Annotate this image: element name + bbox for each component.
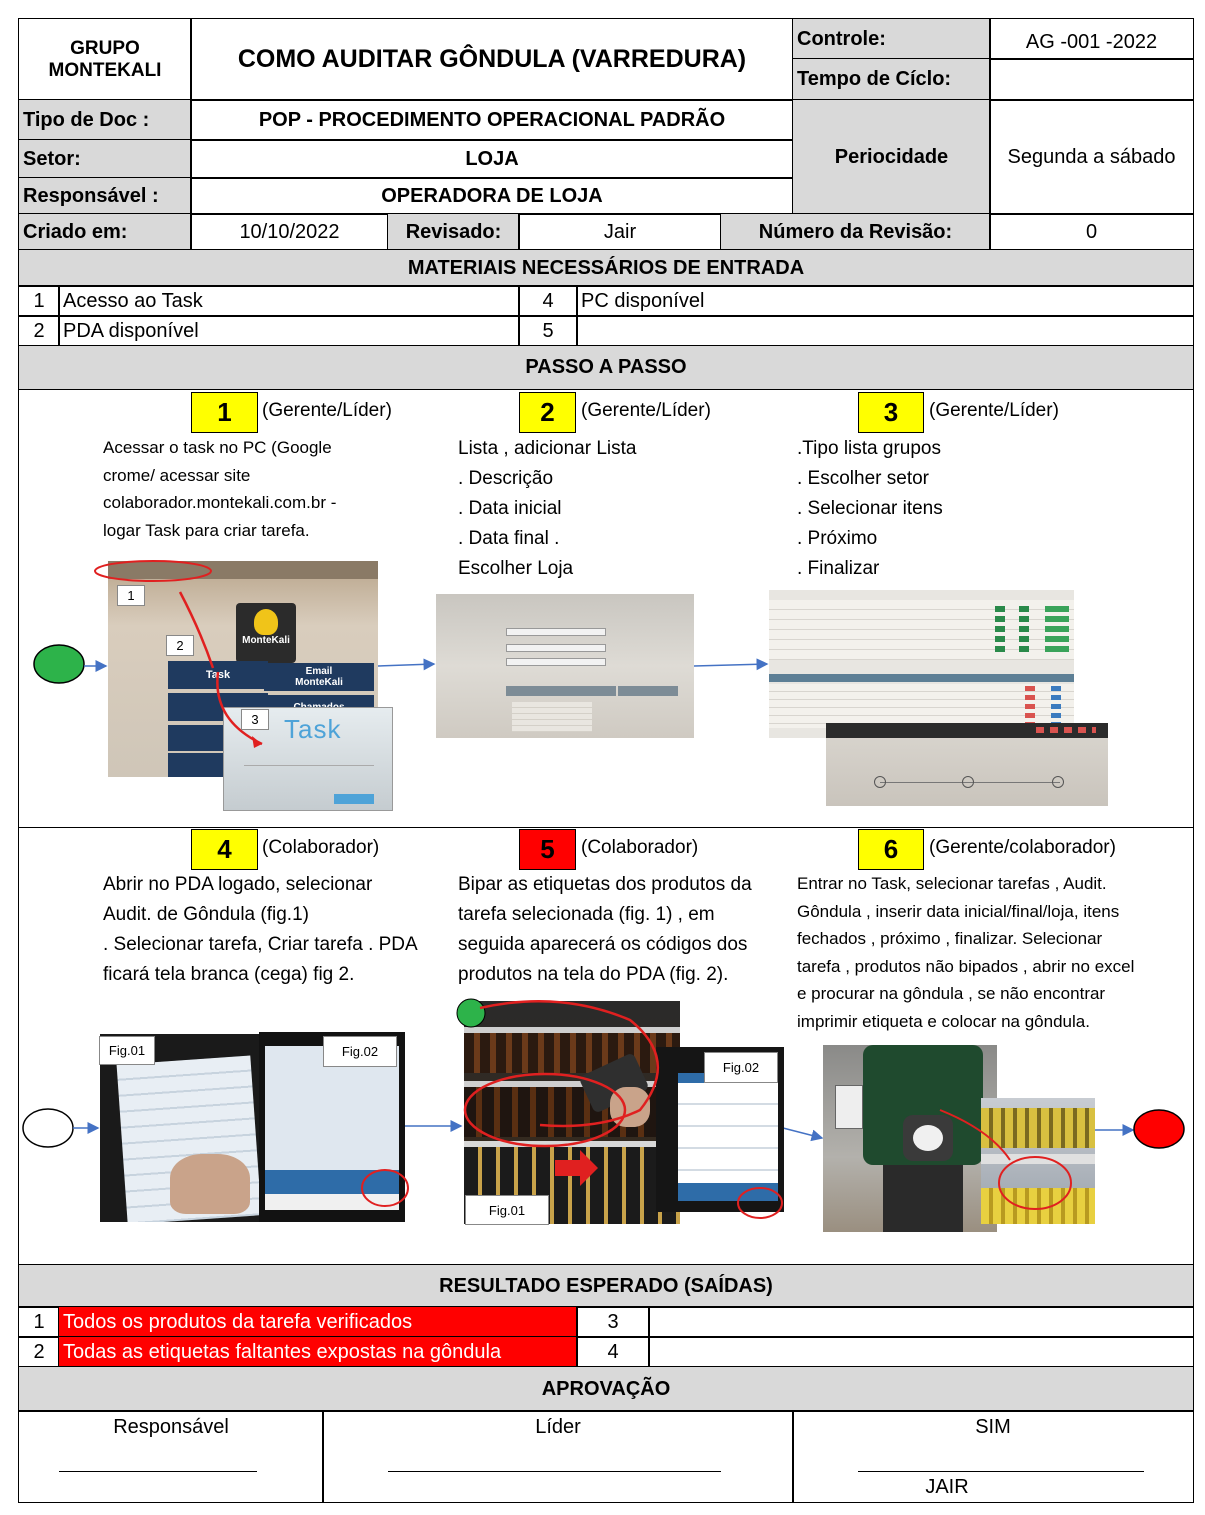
step-line: logar Task para criar tarefa.: [103, 520, 310, 540]
aprovacao-title: APROVAÇÃO: [18, 1366, 1194, 1412]
resultado-title: RESULTADO ESPERADO (SAÍDAS): [18, 1264, 1194, 1308]
figure-label: Fig.01: [465, 1195, 549, 1225]
step-line: Acessar o task no PC (Google: [103, 438, 332, 457]
materiais-item: PC disponível: [576, 285, 1194, 317]
criado-label: Criado em:: [18, 213, 192, 251]
resultado-item: [648, 1306, 1194, 1338]
materiais-item: Acesso ao Task: [58, 285, 520, 317]
company-line2: MONTEKALI: [48, 59, 162, 81]
step-line: tarefa selecionada (fig. 1) , em: [458, 904, 715, 925]
step-line: imprimir etiqueta e colocar na gôndula.: [797, 1011, 1090, 1031]
step-line: seguida aparecerá os códigos dos: [458, 934, 748, 955]
step-line: . Finalizar: [797, 558, 880, 579]
resultado-num: 1: [18, 1306, 60, 1338]
step-role: (Gerente/Líder): [262, 400, 392, 421]
step-line: Gôndula , inserir data inicial/final/loja, itens: [797, 901, 1120, 921]
revisado-value: Jair: [518, 213, 722, 251]
company-line1: GRUPO: [70, 37, 140, 59]
signature-line: [858, 1471, 1144, 1472]
materiais-num: 1: [18, 285, 60, 317]
logo-text: MonteKali: [242, 635, 290, 646]
controle-label: Controle:: [792, 18, 991, 60]
step-line: colaborador.montekali.com.br -: [103, 493, 337, 512]
resultado-item: Todas as etiquetas faltantes expostas na gôndula: [58, 1336, 578, 1368]
step-number: 1: [191, 392, 258, 433]
figure-label: Fig.02: [704, 1052, 778, 1083]
step-line: . Escolher setor: [797, 468, 929, 489]
criado-value: 10/10/2022: [190, 213, 389, 251]
annotation-label: 1: [117, 585, 145, 606]
materiais-num: 5: [518, 315, 578, 347]
setor-label: Setor:: [18, 139, 192, 179]
document-title: COMO AUDITAR GÔNDULA (VARREDURA): [190, 18, 794, 101]
step-line: ficará tela branca (cega) fig 2.: [103, 964, 355, 985]
resultado-num: 2: [18, 1336, 60, 1368]
step-role: (Gerente/Líder): [581, 400, 711, 421]
materiais-num: 4: [518, 285, 578, 317]
step-line: tarefa , produtos não bipados , abrir no excel: [797, 956, 1135, 976]
annotation-label: 3: [241, 709, 269, 730]
controle-value: AG -001 -2022: [989, 18, 1194, 60]
step-line: Abrir no PDA logado, selecionar: [103, 874, 373, 895]
numero-revisao-label: Número da Revisão:: [720, 213, 991, 251]
step-line: Bipar as etiquetas dos produtos da: [458, 874, 752, 895]
passo-title: PASSO A PASSO: [18, 345, 1194, 390]
step-number: 4: [191, 829, 258, 870]
email-tile: Email MonteKali: [264, 663, 374, 691]
tipo-doc-label: Tipo de Doc :: [18, 99, 192, 141]
approval-lider-label: Líder: [535, 1416, 581, 1438]
figure-label: Fig.02: [323, 1036, 397, 1067]
figure-label: Fig.01: [99, 1036, 155, 1065]
step-line: .Tipo lista grupos: [797, 438, 941, 459]
periodicidade-label: Periocidade: [792, 99, 991, 215]
resultado-num: 3: [576, 1306, 650, 1338]
approver-name: JAIR: [925, 1476, 969, 1498]
setor-value: LOJA: [190, 139, 794, 179]
step-line: . Selecionar itens: [797, 498, 943, 519]
step-line: . Selecionar tarefa, Criar tarefa . PDA: [103, 934, 418, 955]
tempo-ciclo-label: Tempo de Cíclo:: [792, 58, 991, 101]
approval-responsavel-label: Responsável: [113, 1416, 229, 1438]
responsavel-label: Responsável :: [18, 177, 192, 215]
step-role: (Colaborador): [581, 837, 699, 858]
step-line: Entrar no Task, selecionar tarefas , Audit.: [797, 874, 1107, 893]
annotation-label: 2: [166, 635, 194, 656]
responsavel-value: OPERADORA DE LOJA: [190, 177, 794, 215]
tipo-doc-value: POP - PROCEDIMENTO OPERACIONAL PADRÃO: [190, 99, 794, 141]
materiais-num: 2: [18, 315, 60, 347]
materiais-item: PDA disponível: [58, 315, 520, 347]
red-arrow: [940, 1110, 1010, 1160]
highlight-ellipse: [999, 1157, 1071, 1209]
step-number: 2: [519, 392, 576, 433]
task-word: Task: [284, 714, 342, 744]
step-role: (Gerente/colaborador): [929, 837, 1116, 858]
step-line: e procurar na gôndula , se não encontrar: [797, 984, 1106, 1003]
step-line: produtos na tela do PDA (fig. 2).: [458, 964, 729, 985]
resultado-num: 4: [576, 1336, 650, 1368]
step-line: Audit. de Gôndula (fig.1): [103, 904, 309, 925]
step-line: . Data final .: [458, 528, 560, 549]
step-number: 6: [858, 829, 924, 870]
revisado-label: Revisado:: [387, 213, 520, 251]
step-line: fechados , próximo , finalizar. Selecionar: [797, 929, 1103, 948]
task-tile: Task: [168, 661, 268, 689]
materiais-title: MATERIAIS NECESSÁRIOS DE ENTRADA: [18, 249, 1194, 287]
step-line: . Data inicial: [458, 498, 562, 519]
step-number: 5: [519, 829, 576, 870]
periodicidade-value: Segunda a sábado: [989, 99, 1194, 215]
step-role: (Gerente/Líder): [929, 400, 1059, 421]
approval-sim-label: SIM: [975, 1416, 1011, 1438]
step-line: crome/ acessar site: [103, 465, 251, 485]
step-role: (Colaborador): [262, 837, 380, 858]
numero-revisao-value: 0: [989, 213, 1194, 251]
resultado-item: Todos os produtos da tarefa verificados: [58, 1306, 578, 1338]
step-line: Lista , adicionar Lista: [458, 438, 637, 459]
step-number: 3: [858, 392, 924, 433]
resultado-item: [648, 1336, 1194, 1368]
step-line: Escolher Loja: [458, 558, 574, 579]
step-line: . Próximo: [797, 528, 878, 549]
step-line: . Descrição: [458, 468, 554, 489]
signature-line: [388, 1471, 721, 1472]
signature-line: [59, 1471, 257, 1472]
